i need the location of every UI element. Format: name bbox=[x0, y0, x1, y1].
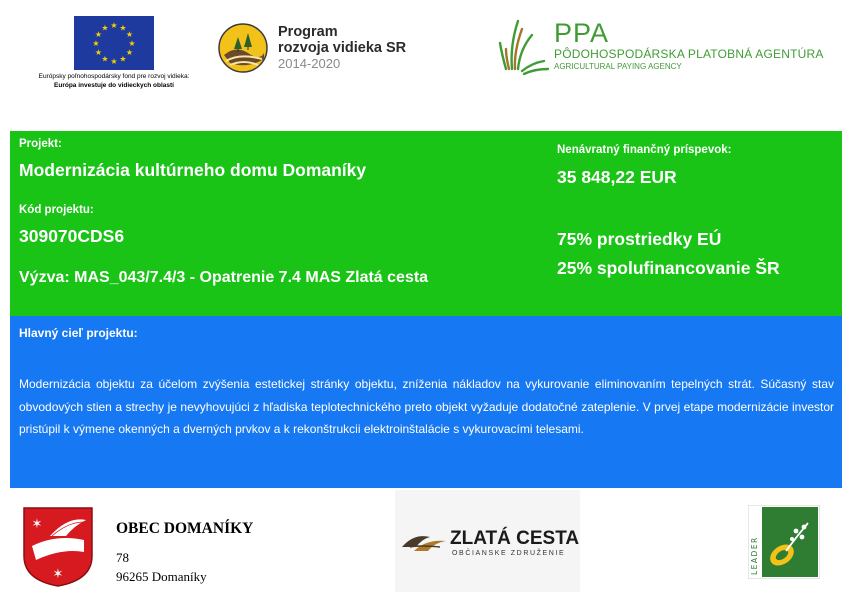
prv-emblem-icon bbox=[218, 23, 268, 73]
ppa-agency-name: PÔDOHOSPODÁRSKA PLATOBNÁ AGENTÚRA bbox=[554, 47, 824, 62]
prv-title-line2: rozvoja vidieka SR bbox=[278, 39, 407, 56]
svg-text:✶: ✶ bbox=[52, 567, 64, 582]
svg-text:★: ★ bbox=[101, 54, 109, 64]
project-code: 309070CDS6 bbox=[19, 226, 125, 246]
obec-name: OBEC DOMANÍKY bbox=[116, 520, 254, 537]
zlata-cesta-subtitle: OBČIANSKE ZDRUŽENIE bbox=[452, 550, 566, 557]
goal-label: Hlavný cieľ projektu: bbox=[19, 326, 138, 340]
eu-flag-icon bbox=[74, 16, 154, 70]
ppa-grass-icon bbox=[498, 15, 558, 75]
eu-caption-fund: Európsky poľnohospodársky fond pre rozvoj vidieka: bbox=[38, 73, 190, 80]
svg-text:★: ★ bbox=[110, 57, 118, 66]
obec-address-block bbox=[116, 520, 253, 585]
svg-text:★: ★ bbox=[101, 23, 109, 33]
domaniky-crest-icon bbox=[22, 506, 94, 588]
svg-text:✶: ✶ bbox=[31, 517, 43, 532]
ppa-logo-block bbox=[498, 14, 824, 76]
ppa-abbreviation: PPA bbox=[554, 17, 610, 48]
project-goal-panel bbox=[10, 316, 842, 488]
project-info-panel bbox=[10, 131, 842, 316]
project-name: Modernizácia kultúrneho domu Domaníky bbox=[19, 160, 367, 180]
grant-label: Nenávratný finančný príspevok: bbox=[557, 144, 732, 156]
project-label: Projekt: bbox=[19, 138, 62, 150]
grant-amount: 35 848,22 EUR bbox=[557, 167, 677, 187]
svg-text:★: ★ bbox=[125, 48, 134, 57]
obec-address: 96265 Domaníky bbox=[116, 569, 207, 584]
ppa-agency-name-en: AGRICULTURAL PAYING AGENCY bbox=[554, 61, 682, 71]
project-code-label: Kód projektu: bbox=[19, 204, 94, 216]
sr-share: 25% spolufinancovanie ŠR bbox=[557, 258, 780, 278]
eu-caption-slogan: Európa investuje do vidieckych oblastí bbox=[54, 82, 174, 89]
prv-logo-block bbox=[218, 20, 406, 76]
leader-text: LEADER bbox=[750, 536, 759, 575]
goal-text: Modernizácia objektu za účelom zvýšenia estetickej stránky objektu, zníženia nákladov na vykurovanie eliminovaním tepelných strát. Súčasný stav obvodových stien a strechy je nevyhovujúci z hľadiska teplotechnického preto objekt vyžaduje dodatočné zateplenie. V prvej etape modernizácie investor pristúpil k výmene okenných a dverných prvkov a k rekonštrukcii elektroinštalácie s vykurovacími telesami. bbox=[19, 377, 834, 437]
svg-text:★: ★ bbox=[94, 30, 103, 39]
svg-text:★: ★ bbox=[94, 48, 103, 57]
svg-text:★: ★ bbox=[92, 39, 100, 48]
eu-logo-block bbox=[8, 16, 220, 89]
obec-number: 78 bbox=[116, 550, 129, 565]
zlata-cesta-name: ZLATÁ CESTA bbox=[450, 528, 580, 549]
leader-logo-icon bbox=[748, 505, 820, 579]
svg-text:★: ★ bbox=[110, 21, 118, 30]
zlata-cesta-logo bbox=[395, 490, 580, 592]
svg-text:★: ★ bbox=[128, 39, 136, 48]
svg-text:★: ★ bbox=[119, 54, 127, 64]
prv-period: 2014-2020 bbox=[278, 55, 341, 71]
project-call: Výzva: MAS_043/7.4/3 - Opatrenie 7.4 MAS Zlatá cesta bbox=[19, 269, 429, 286]
svg-text:★: ★ bbox=[125, 30, 134, 39]
zlata-cesta-road-icon bbox=[400, 525, 448, 555]
svg-text:★: ★ bbox=[119, 23, 127, 33]
prv-title-line1: Program bbox=[278, 24, 338, 41]
eu-share: 75% prostriedky EÚ bbox=[557, 229, 722, 249]
